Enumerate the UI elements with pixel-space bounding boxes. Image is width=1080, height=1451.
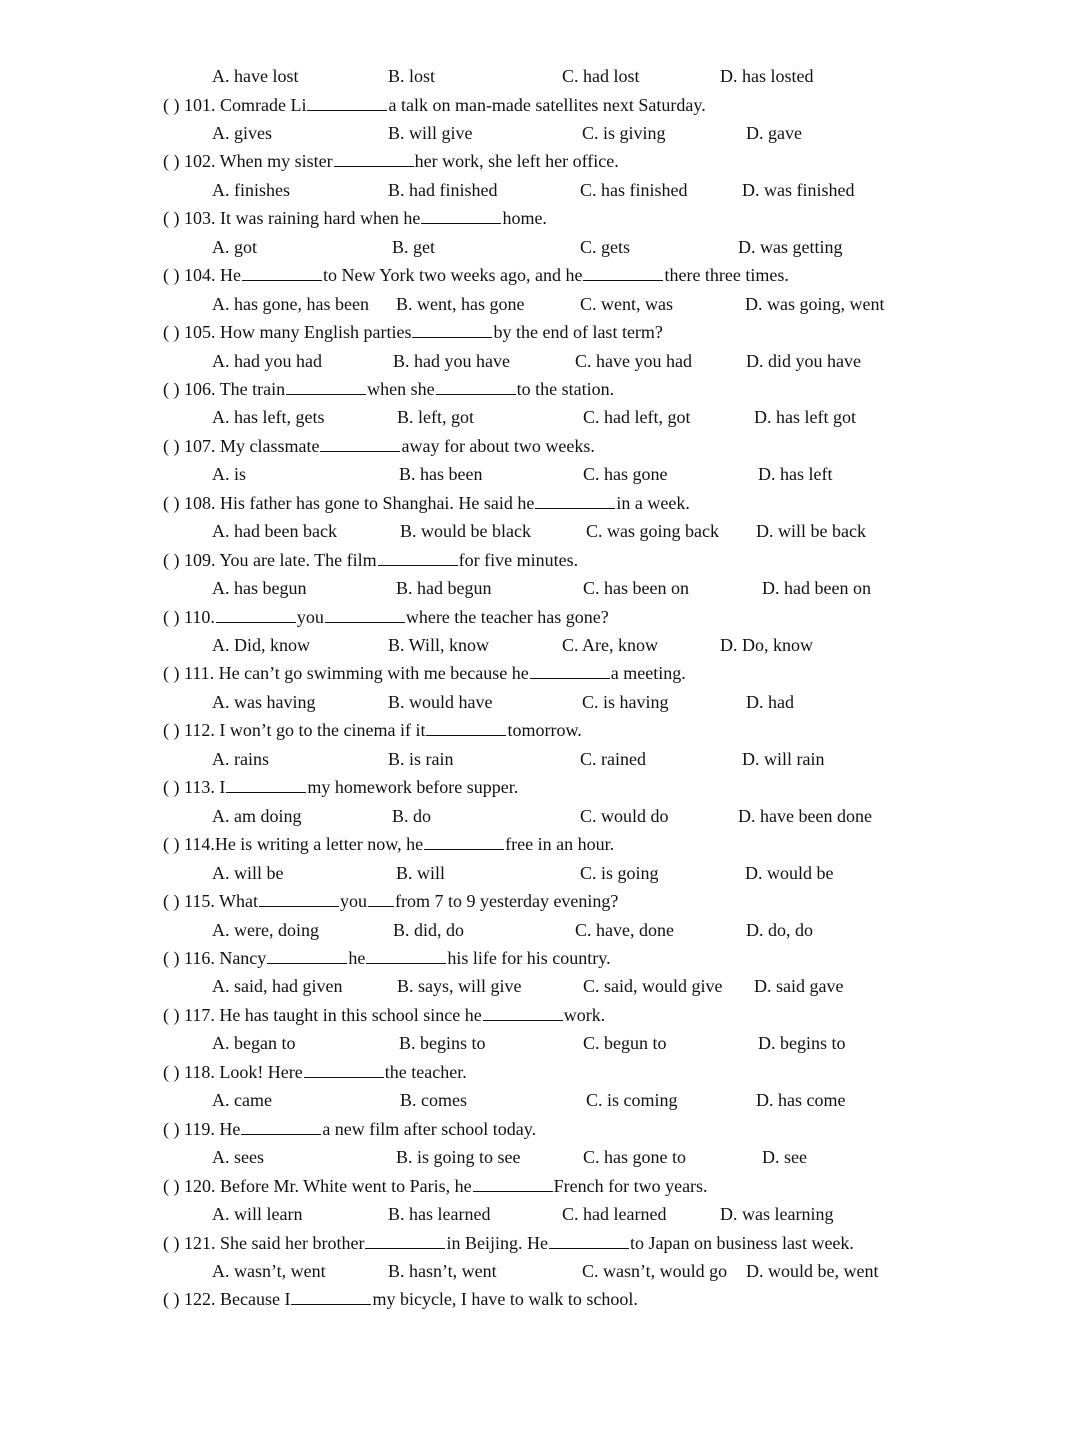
question-fragment: from 7 to 9 yesterday evening? bbox=[394, 891, 619, 911]
answer-option: B. went, has gone bbox=[396, 293, 525, 314]
question-fragment: ( ) 117. He has taught in this school since he bbox=[163, 1004, 482, 1025]
answer-options-row bbox=[0, 347, 1080, 375]
answer-option: D. have been done bbox=[738, 805, 872, 826]
answer-option: C. had left, got bbox=[583, 407, 691, 428]
question-row bbox=[0, 1058, 1080, 1086]
answer-option: C. wasn’t, would go bbox=[582, 1260, 728, 1281]
answer-option: A. were, doing bbox=[212, 919, 319, 940]
answer-option: C. has gone to bbox=[583, 1147, 686, 1168]
answer-blank[interactable] bbox=[583, 262, 663, 281]
question-fragment: ( ) 111. He can’t go swimming with me because he bbox=[163, 663, 529, 684]
question-fragment: my homework before supper. bbox=[307, 777, 519, 798]
answer-option: D. do, do bbox=[746, 919, 813, 940]
answer-option: A. rains bbox=[212, 748, 269, 769]
answer-option: A. have lost bbox=[212, 66, 299, 86]
question-row bbox=[0, 1229, 1080, 1257]
answer-option: B. had begun bbox=[396, 578, 492, 599]
question-fragment: ( ) 112. I won’t go to the cinema if it bbox=[163, 720, 426, 741]
answer-option: B. do bbox=[392, 805, 432, 826]
answer-option: C. has finished bbox=[580, 179, 688, 200]
question-fragment: ( ) 114.He is writing a letter now, he bbox=[163, 834, 424, 855]
question-row bbox=[0, 147, 1080, 175]
answer-option: A. will learn bbox=[212, 1204, 303, 1224]
answer-option: C. would do bbox=[580, 805, 669, 826]
question-fragment: there three times. bbox=[664, 265, 789, 286]
answer-options-row bbox=[0, 688, 1080, 716]
question-text bbox=[163, 1115, 536, 1143]
question-text bbox=[163, 375, 614, 403]
question-text bbox=[163, 1172, 708, 1200]
answer-blank[interactable] bbox=[412, 319, 492, 338]
answer-option: D. had bbox=[746, 691, 794, 712]
answer-option: D. Do, know bbox=[720, 635, 813, 655]
answer-option: C. had lost bbox=[562, 66, 640, 86]
answer-options-row bbox=[0, 916, 1080, 944]
question-text bbox=[163, 432, 595, 460]
answer-options-row bbox=[0, 62, 1080, 90]
answer-option: C. begun to bbox=[583, 1033, 667, 1054]
answer-option: C. has gone bbox=[583, 464, 668, 485]
answer-blank[interactable] bbox=[530, 660, 610, 679]
question-text bbox=[163, 944, 611, 972]
question-fragment: ( ) 104. He bbox=[163, 265, 241, 286]
answer-option: A. began to bbox=[212, 1033, 296, 1054]
question-row bbox=[0, 91, 1080, 119]
answer-option: C. is going bbox=[580, 862, 659, 883]
answer-option: C. said, would give bbox=[583, 976, 723, 997]
question-fragment: French for two years. bbox=[553, 1175, 708, 1196]
answer-option: D. gave bbox=[746, 122, 802, 143]
answer-options-row bbox=[0, 574, 1080, 602]
answer-blank[interactable] bbox=[320, 433, 400, 452]
answer-blank[interactable] bbox=[259, 888, 339, 907]
question-text bbox=[163, 318, 663, 346]
answer-option: D. has losted bbox=[720, 66, 814, 86]
answer-options-row bbox=[0, 460, 1080, 488]
question-fragment: ( ) 108. His father has gone to Shanghai. He said he bbox=[163, 492, 535, 513]
question-fragment: ( ) 109. You are late. The film bbox=[163, 549, 377, 570]
answer-option: D. will be back bbox=[756, 521, 866, 542]
question-row bbox=[0, 603, 1080, 631]
answer-option: D. did you have bbox=[746, 350, 861, 371]
answer-blank[interactable] bbox=[241, 1116, 321, 1135]
answer-blank[interactable] bbox=[267, 945, 347, 964]
question-text bbox=[163, 716, 582, 744]
answer-blank[interactable] bbox=[549, 1230, 629, 1249]
question-fragment: where the teacher has gone? bbox=[405, 606, 609, 627]
answer-option: A. got bbox=[212, 236, 257, 257]
answer-blank[interactable] bbox=[368, 888, 394, 907]
question-text bbox=[163, 91, 706, 119]
answer-option: D. had been on bbox=[762, 578, 871, 599]
question-fragment: work. bbox=[563, 1004, 606, 1025]
question-fragment: free in an hour. bbox=[505, 834, 615, 855]
answer-blank[interactable] bbox=[424, 831, 504, 850]
answer-option: C. has been on bbox=[583, 578, 689, 599]
answer-options-row bbox=[0, 1257, 1080, 1285]
answer-options-row bbox=[0, 403, 1080, 431]
question-fragment: ( ) 106. The train bbox=[163, 378, 286, 399]
answer-options-row bbox=[0, 517, 1080, 545]
answer-options-row bbox=[0, 859, 1080, 887]
answer-blank[interactable] bbox=[535, 490, 615, 509]
answer-options-row bbox=[0, 1143, 1080, 1171]
answer-option: B. lost bbox=[388, 66, 436, 86]
question-fragment: ( ) 118. Look! Here bbox=[163, 1061, 303, 1082]
question-row bbox=[0, 261, 1080, 289]
answer-option: B. comes bbox=[400, 1090, 467, 1111]
answer-blank[interactable] bbox=[307, 92, 387, 111]
answer-option: B. says, will give bbox=[397, 976, 522, 997]
question-fragment: by the end of last term? bbox=[493, 322, 663, 343]
answer-option: A. said, had given bbox=[212, 976, 343, 997]
answer-option: A. gives bbox=[212, 122, 272, 143]
question-fragment: ( ) 116. Nancy bbox=[163, 947, 267, 968]
answer-option: D. has come bbox=[756, 1090, 846, 1111]
question-row bbox=[0, 489, 1080, 517]
question-fragment: for five minutes. bbox=[458, 549, 579, 570]
question-fragment: my bicycle, I have to walk to school. bbox=[372, 1289, 638, 1310]
answer-option: B. begins to bbox=[399, 1033, 486, 1054]
answer-option: B. would be black bbox=[400, 521, 531, 542]
answer-option: B. has been bbox=[399, 464, 483, 485]
answer-options-row bbox=[0, 290, 1080, 318]
answer-blank[interactable] bbox=[366, 945, 446, 964]
answer-option: B. left, got bbox=[397, 407, 474, 428]
answer-options-row bbox=[0, 972, 1080, 1000]
answer-option: C. had learned bbox=[562, 1204, 667, 1224]
answer-option: C. Are, know bbox=[562, 635, 658, 655]
answer-option: B. will give bbox=[388, 122, 473, 143]
answer-option: C. is giving bbox=[582, 122, 666, 143]
question-row bbox=[0, 1285, 1080, 1313]
answer-option: B. hasn’t, went bbox=[388, 1260, 497, 1281]
question-fragment: he bbox=[348, 947, 366, 968]
question-fragment: in Beijing. He bbox=[446, 1232, 548, 1253]
answer-option: A. sees bbox=[212, 1147, 264, 1168]
question-row bbox=[0, 432, 1080, 460]
answer-blank[interactable] bbox=[325, 604, 405, 623]
answer-option: B. had finished bbox=[388, 179, 498, 200]
answer-option: B. has learned bbox=[388, 1204, 491, 1224]
question-fragment: ( ) 119. He bbox=[163, 1118, 241, 1139]
answer-option: D. would be bbox=[745, 862, 834, 883]
answer-option: B. is rain bbox=[388, 748, 454, 769]
question-fragment: tomorrow. bbox=[507, 720, 582, 741]
question-text bbox=[163, 204, 547, 232]
question-text bbox=[163, 1001, 605, 1029]
question-row bbox=[0, 1172, 1080, 1200]
answer-option: D. begins to bbox=[758, 1033, 846, 1054]
question-text bbox=[163, 489, 690, 517]
answer-option: D. would be, went bbox=[746, 1260, 879, 1281]
question-row bbox=[0, 1001, 1080, 1029]
answer-options-row bbox=[0, 745, 1080, 773]
question-fragment: away for about two weeks. bbox=[401, 435, 595, 456]
question-row bbox=[0, 375, 1080, 403]
answer-option: B. had you have bbox=[393, 350, 510, 371]
answer-blank[interactable] bbox=[436, 376, 516, 395]
answer-option: A. Did, know bbox=[212, 635, 310, 655]
answer-option: D. said gave bbox=[754, 976, 844, 997]
answer-blank[interactable] bbox=[286, 376, 366, 395]
answer-option: D. see bbox=[762, 1147, 807, 1168]
answer-option: C. have you had bbox=[575, 350, 692, 371]
question-row bbox=[0, 659, 1080, 687]
answer-blank[interactable] bbox=[483, 1002, 563, 1021]
answer-options-row bbox=[0, 119, 1080, 147]
answer-blank[interactable] bbox=[216, 604, 296, 623]
question-row bbox=[0, 546, 1080, 574]
answer-option: B. get bbox=[392, 236, 435, 257]
answer-options-row bbox=[0, 1200, 1080, 1228]
answer-option: A. has gone, has been bbox=[212, 293, 369, 314]
question-row bbox=[0, 318, 1080, 346]
question-fragment: ( ) 102. When my sister bbox=[163, 151, 333, 172]
answer-option: A. am doing bbox=[212, 805, 302, 826]
question-text bbox=[163, 887, 618, 915]
question-text bbox=[163, 261, 789, 289]
answer-options-row bbox=[0, 176, 1080, 204]
question-fragment: her work, she left her office. bbox=[414, 151, 619, 172]
answer-option: C. is having bbox=[582, 691, 669, 712]
answer-option: D. was learning bbox=[720, 1204, 834, 1224]
answer-option: D. has left bbox=[758, 464, 833, 485]
question-fragment: to the station. bbox=[516, 378, 615, 399]
question-fragment: a talk on man-made satellites next Saturday. bbox=[388, 94, 706, 115]
question-row bbox=[0, 1115, 1080, 1143]
question-text bbox=[163, 773, 518, 801]
question-row bbox=[0, 830, 1080, 858]
answer-option: A. will be bbox=[212, 862, 284, 883]
answer-blank[interactable] bbox=[334, 148, 414, 167]
answer-option: D. was going, went bbox=[745, 293, 885, 314]
answer-option: B. Will, know bbox=[388, 635, 489, 655]
question-fragment: ( ) 121. She said her brother bbox=[163, 1232, 365, 1253]
answer-blank[interactable] bbox=[426, 717, 506, 736]
answer-option: A. has begun bbox=[212, 578, 307, 599]
answer-blank[interactable] bbox=[421, 205, 501, 224]
question-fragment: you bbox=[296, 606, 324, 627]
answer-option: A. wasn’t, went bbox=[212, 1260, 326, 1281]
answer-option: A. has left, gets bbox=[212, 407, 325, 428]
answer-option: A. finishes bbox=[212, 179, 290, 200]
answer-option: C. gets bbox=[580, 236, 631, 257]
answer-option: C. have, done bbox=[575, 919, 674, 940]
question-fragment: ( ) 103. It was raining hard when he bbox=[163, 208, 421, 229]
question-fragment: a new film after school today. bbox=[322, 1118, 537, 1139]
answer-options-row bbox=[0, 1029, 1080, 1057]
question-text bbox=[163, 1285, 638, 1313]
answer-option: D. has left got bbox=[754, 407, 856, 428]
question-text bbox=[163, 659, 686, 687]
answer-option: C. rained bbox=[580, 748, 646, 769]
answer-option: A. is bbox=[212, 464, 247, 485]
answer-option: A. came bbox=[212, 1090, 272, 1111]
answer-options-row bbox=[0, 802, 1080, 830]
answer-options-row bbox=[0, 1086, 1080, 1114]
question-text bbox=[163, 1229, 854, 1257]
answer-option: C. was going back bbox=[586, 521, 719, 542]
question-fragment: ( ) 120. Before Mr. White went to Paris, he bbox=[163, 1175, 472, 1196]
question-fragment: the teacher. bbox=[384, 1061, 467, 1082]
question-text bbox=[163, 1058, 467, 1086]
question-fragment: ( ) 122. Because I bbox=[163, 1289, 291, 1310]
answer-option: D. will rain bbox=[742, 748, 825, 769]
answer-option: C. is coming bbox=[586, 1090, 678, 1111]
answer-option: D. was getting bbox=[738, 236, 843, 257]
question-row bbox=[0, 887, 1080, 915]
question-row bbox=[0, 773, 1080, 801]
question-text bbox=[163, 603, 609, 631]
question-fragment: ( ) 105. How many English parties bbox=[163, 322, 412, 343]
question-fragment: you bbox=[339, 891, 367, 911]
answer-options-row bbox=[0, 631, 1080, 659]
question-fragment: to New York two weeks ago, and he bbox=[322, 265, 583, 286]
question-fragment: ( ) 107. My classmate bbox=[163, 435, 320, 456]
answer-option: A. had you had bbox=[212, 350, 322, 371]
question-fragment: to Japan on business last week. bbox=[629, 1232, 854, 1253]
question-text bbox=[163, 147, 619, 175]
answer-option: B. did, do bbox=[393, 919, 465, 940]
question-fragment: ( ) 113. I bbox=[163, 777, 226, 798]
answer-blank[interactable] bbox=[291, 1286, 371, 1305]
question-row bbox=[0, 944, 1080, 972]
answer-blank[interactable] bbox=[226, 774, 306, 793]
answer-option: B. will bbox=[396, 862, 446, 883]
answer-option: C. went, was bbox=[580, 293, 673, 314]
question-fragment: in a week. bbox=[616, 492, 690, 513]
question-row bbox=[0, 204, 1080, 232]
question-fragment: ( ) 115. What bbox=[163, 891, 258, 911]
question-row bbox=[0, 716, 1080, 744]
answer-option: B. would have bbox=[388, 691, 493, 712]
question-fragment: a meeting. bbox=[610, 663, 686, 684]
question-text bbox=[163, 830, 614, 858]
question-fragment: when she bbox=[367, 378, 435, 399]
answer-option: D. was finished bbox=[742, 179, 855, 200]
answer-blank[interactable] bbox=[365, 1230, 445, 1249]
question-text bbox=[163, 546, 578, 574]
question-fragment: his life for his country. bbox=[447, 947, 611, 968]
question-fragment: ( ) 110. bbox=[163, 606, 215, 627]
answer-options-row bbox=[0, 233, 1080, 261]
answer-option: A. had been back bbox=[212, 521, 337, 542]
answer-blank[interactable] bbox=[473, 1173, 553, 1192]
answer-blank[interactable] bbox=[378, 547, 458, 566]
question-fragment: home. bbox=[502, 208, 547, 229]
answer-blank[interactable] bbox=[304, 1059, 384, 1078]
answer-blank[interactable] bbox=[242, 262, 322, 281]
answer-option: A. was having bbox=[212, 691, 316, 712]
answer-option: B. is going to see bbox=[396, 1147, 521, 1168]
question-fragment: ( ) 101. Comrade Li bbox=[163, 94, 307, 115]
